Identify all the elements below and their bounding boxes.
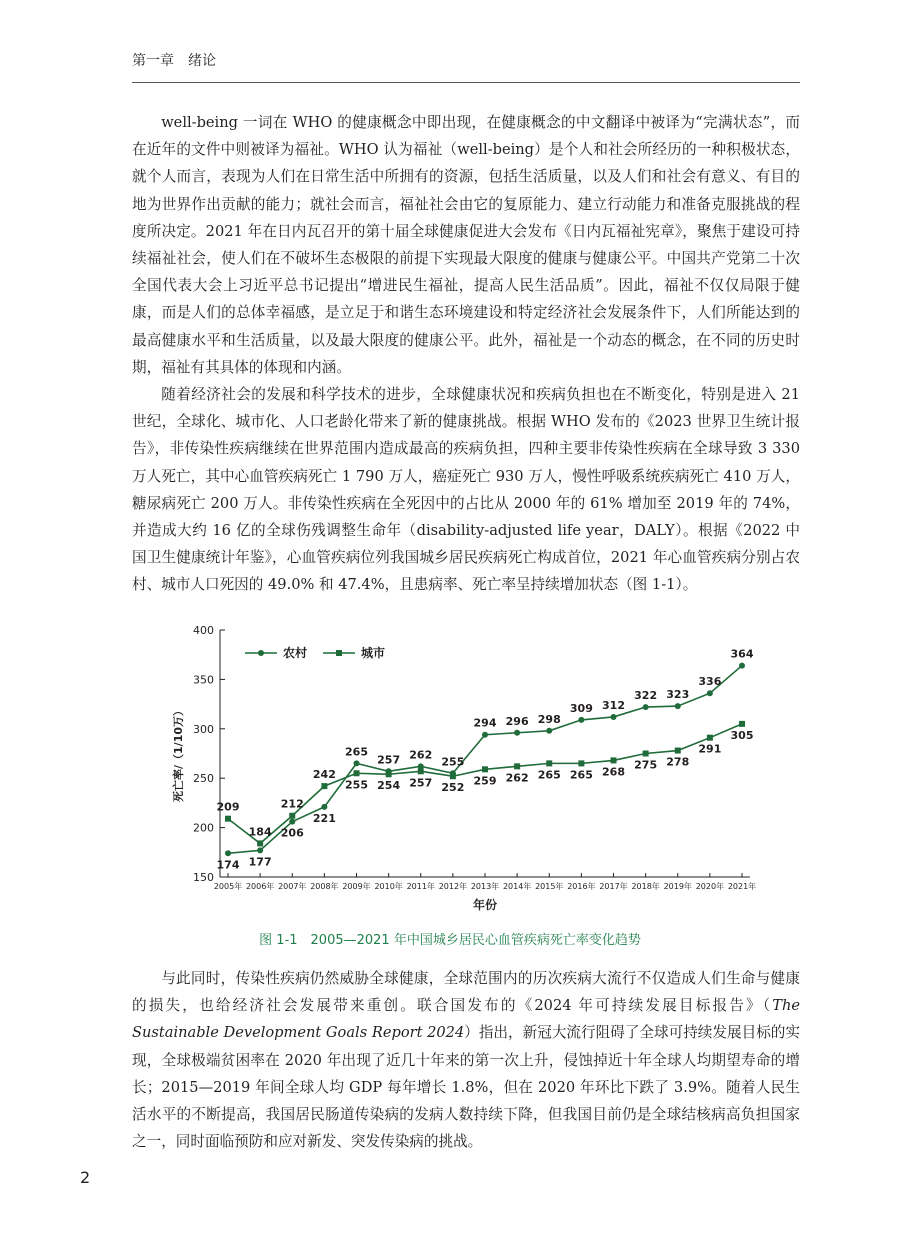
rural-point (578, 717, 584, 723)
x-tick-label: 2006年 (245, 882, 275, 891)
y-tick-label: 350 (193, 673, 214, 687)
urban-data-label: 242 (312, 768, 336, 782)
urban-point (675, 748, 681, 754)
rural-point (739, 663, 745, 669)
urban-data-label: 265 (537, 768, 561, 782)
x-tick-label: 2021年 (727, 882, 757, 891)
legend-marker-circle (258, 650, 264, 656)
urban-point (386, 771, 392, 777)
x-tick-label: 2016年 (567, 882, 596, 891)
urban-data-label: 259 (473, 774, 497, 788)
rural-data-label: 174 (216, 858, 240, 872)
rural-data-label: 323 (666, 688, 690, 702)
urban-point (643, 751, 649, 757)
x-axis-label: 年份 (472, 898, 498, 912)
rural-data-label: 206 (280, 826, 304, 840)
legend-label: 城市 (361, 646, 386, 660)
x-tick-label: 2005年 (213, 882, 243, 891)
x-tick-label: 2012年 (438, 882, 468, 891)
rural-point (514, 730, 520, 736)
urban-point (546, 760, 552, 766)
rural-data-label: 322 (634, 689, 658, 703)
cvd-mortality-line-chart (160, 615, 780, 925)
rural-data-label: 255 (441, 755, 465, 769)
legend-marker-square (336, 650, 342, 656)
rural-point (611, 714, 617, 720)
paragraph-infectious-disease (132, 965, 800, 1155)
urban-data-label: 212 (280, 797, 304, 811)
page-number: 2 (80, 1168, 91, 1187)
running-header: 第一章 绪论 (132, 53, 216, 69)
rural-data-label: 364 (730, 647, 754, 661)
legend-label: 农村 (283, 646, 308, 660)
urban-data-label: 254 (377, 779, 401, 793)
x-tick-label: 2013年 (470, 882, 500, 891)
rural-data-label: 336 (698, 675, 722, 689)
urban-point (707, 735, 713, 741)
urban-point (482, 766, 488, 772)
urban-data-label: 265 (569, 768, 593, 782)
x-tick-label: 2008年 (310, 882, 339, 891)
urban-data-label: 209 (216, 800, 240, 814)
urban-point (450, 773, 456, 779)
rural-data-label: 221 (312, 811, 336, 825)
rural-data-label: 312 (602, 698, 625, 712)
urban-point (354, 770, 360, 776)
rural-point (707, 690, 713, 696)
urban-point (739, 721, 745, 727)
y-tick-label: 150 (193, 871, 214, 884)
x-tick-label: 2018年 (631, 882, 660, 891)
x-tick-label: 2014年 (502, 882, 532, 891)
urban-point (578, 760, 584, 766)
rural-point (321, 804, 327, 810)
rural-data-label: 265 (345, 745, 368, 759)
urban-point (321, 783, 327, 789)
urban-point (514, 763, 520, 769)
urban-data-label: 291 (698, 742, 722, 756)
rural-data-label: 296 (505, 714, 529, 728)
rural-data-label: 294 (473, 716, 497, 730)
rural-data-label: 177 (248, 855, 272, 869)
urban-point (257, 840, 263, 846)
paragraph-text-part1: 与此同时，传染性疾病仍然威胁全球健康，全球范围内的历次疾病大流行不仅造成人们生命与健康的损失，也给经济社会发展带来重创。联合国发布的《2024 年可持续发展目标报告》（ (132, 970, 800, 1015)
rural-point (546, 728, 552, 734)
x-tick-label: 2009年 (342, 882, 371, 891)
x-tick-label: 2015年 (535, 882, 564, 891)
paragraph-text-part2: ）指出，新冠大流行阻碍了全球可持续发展目标的实现，全球极端贫困率在 2020 年出现了近几十年来的第一次上升，侵蚀掉近十年全球人均期望寿命的增长；2015—2019 年间全球人均 GDP 每年增长 1.8%，但在 2020 年环比下跌了 3.9%。随着人民生活水平的不断提高，我国居民肠道传染病的发病人数持续下降，但我国目前仍是全球结核病高负担国家之一，同时面临预防和应对新发、突发传染病的挑战。 (132, 1024, 800, 1151)
urban-data-label: 305 (730, 728, 754, 742)
rural-point (354, 760, 360, 766)
rural-data-label: 298 (537, 712, 561, 726)
urban-data-label: 255 (345, 778, 368, 792)
series-line-rural (228, 666, 742, 854)
urban-data-label: 278 (666, 755, 690, 769)
y-tick-label: 250 (193, 772, 214, 786)
x-tick-label: 2011年 (406, 882, 435, 891)
rural-data-label: 309 (569, 701, 593, 715)
rural-data-label: 257 (377, 753, 401, 767)
y-axis-label: 死亡率/（1/10万） (172, 705, 185, 802)
rural-point (643, 704, 649, 710)
figure-chart (160, 615, 780, 925)
rural-data-label: 262 (409, 748, 433, 762)
urban-data-label: 184 (248, 825, 272, 839)
report-title-italic: The Sustainable Development Goals Report 2024 (132, 997, 800, 1042)
urban-data-label: 252 (441, 781, 465, 795)
urban-point (289, 813, 295, 819)
urban-data-label: 257 (409, 776, 433, 790)
x-tick-label: 2020年 (695, 882, 725, 891)
header-divider (132, 82, 800, 83)
urban-point (611, 757, 617, 763)
x-tick-label: 2007年 (278, 882, 307, 891)
x-tick-label: 2010年 (374, 882, 403, 891)
x-tick-label: 2019年 (663, 882, 692, 891)
y-tick-label: 400 (193, 624, 214, 637)
y-tick-label: 300 (193, 722, 214, 736)
urban-data-label: 275 (634, 758, 658, 772)
figure-caption: 图 1-1 2005—2021 年中国城乡居民心血管疾病死亡率变化趋势 (259, 933, 641, 948)
rural-point (225, 850, 231, 856)
y-tick-label: 200 (193, 821, 214, 835)
paragraph-wellbeing: well-being 一词在 WHO 的健康概念中即出现，在健康概念的中文翻译中被译为“完满状态”，而在近年的文件中则被译为福祉。WHO 认为福祉（well-being）是个人和社会所经历的一种积极状态，就个人而言，表现为人们在日常生活中所拥有的资源，包括生活质量，以及人们和社会有意义、有目的地为世界作出贡献的能力；就社会而言，福祉社会由它的复原能力、建立行动能力和准备克服挑战的程度所决定。2021 年在日内瓦召开的第十届全球健康促进大会发布《日内瓦福祉宪章》，聚焦于建设可持续福祉社会，使人们在不破坏生态极限的前提下实现最大限度的健康与健康公平。中国共产党第二十次全国代表大会上习近平总书记提出“增进民生福祉，提高人民生活品质”。因此，福祉不仅仅局限于健康，而是人们的总体幸福感，是立足于和谐生态环境建设和特定经济社会发展条件下，人们所能达到的最高健康水平和生活质量，以及最大限度的健康公平。此外，福祉是一个动态的概念，在不同的历史时期，福祉有其具体的体现和内涵。 (132, 114, 800, 376)
urban-point (418, 768, 424, 774)
rural-point (675, 703, 681, 709)
x-tick-label: 2017年 (599, 882, 628, 891)
urban-data-label: 268 (602, 765, 625, 779)
rural-point (482, 732, 488, 738)
urban-data-label: 262 (505, 771, 529, 785)
urban-point (225, 816, 231, 822)
rural-point (257, 847, 263, 853)
paragraph-disease-burden: 随着经济社会的发展和科学技术的进步，全球健康状况和疾病负担也在不断变化，特别是进入 21 世纪，全球化、城市化、人口老龄化带来了新的健康挑战。根据 WHO 发布的《2023 世界卫生统计报告》，非传染性疾病继续在世界范围内造成最高的疾病负担，四种主要非传染性疾病在全球导致 3 330 万人死亡，其中心血管疾病死亡 1 790 万人，癌症死亡 930 万人，慢性呼吸系统疾病死亡 410 万人，糖尿病死亡 200 万人。非传染性疾病在全死因中的占比从 2000 年的 61% 增加至 2019 年的 74%，并造成大约 16 亿的全球伤残调整生命年（disability-adjusted life year，DALY）。根据《2022 中国卫生健康统计年鉴》，心血管疾病位列我国城乡居民疾病死亡构成首位，2021 年心血管疾病分别占农村、城市人口死因的 49.0% 和 47.4%，且患病率、死亡率呈持续增加状态（图 1-1）。 (132, 386, 800, 594)
rural-point (289, 819, 295, 825)
